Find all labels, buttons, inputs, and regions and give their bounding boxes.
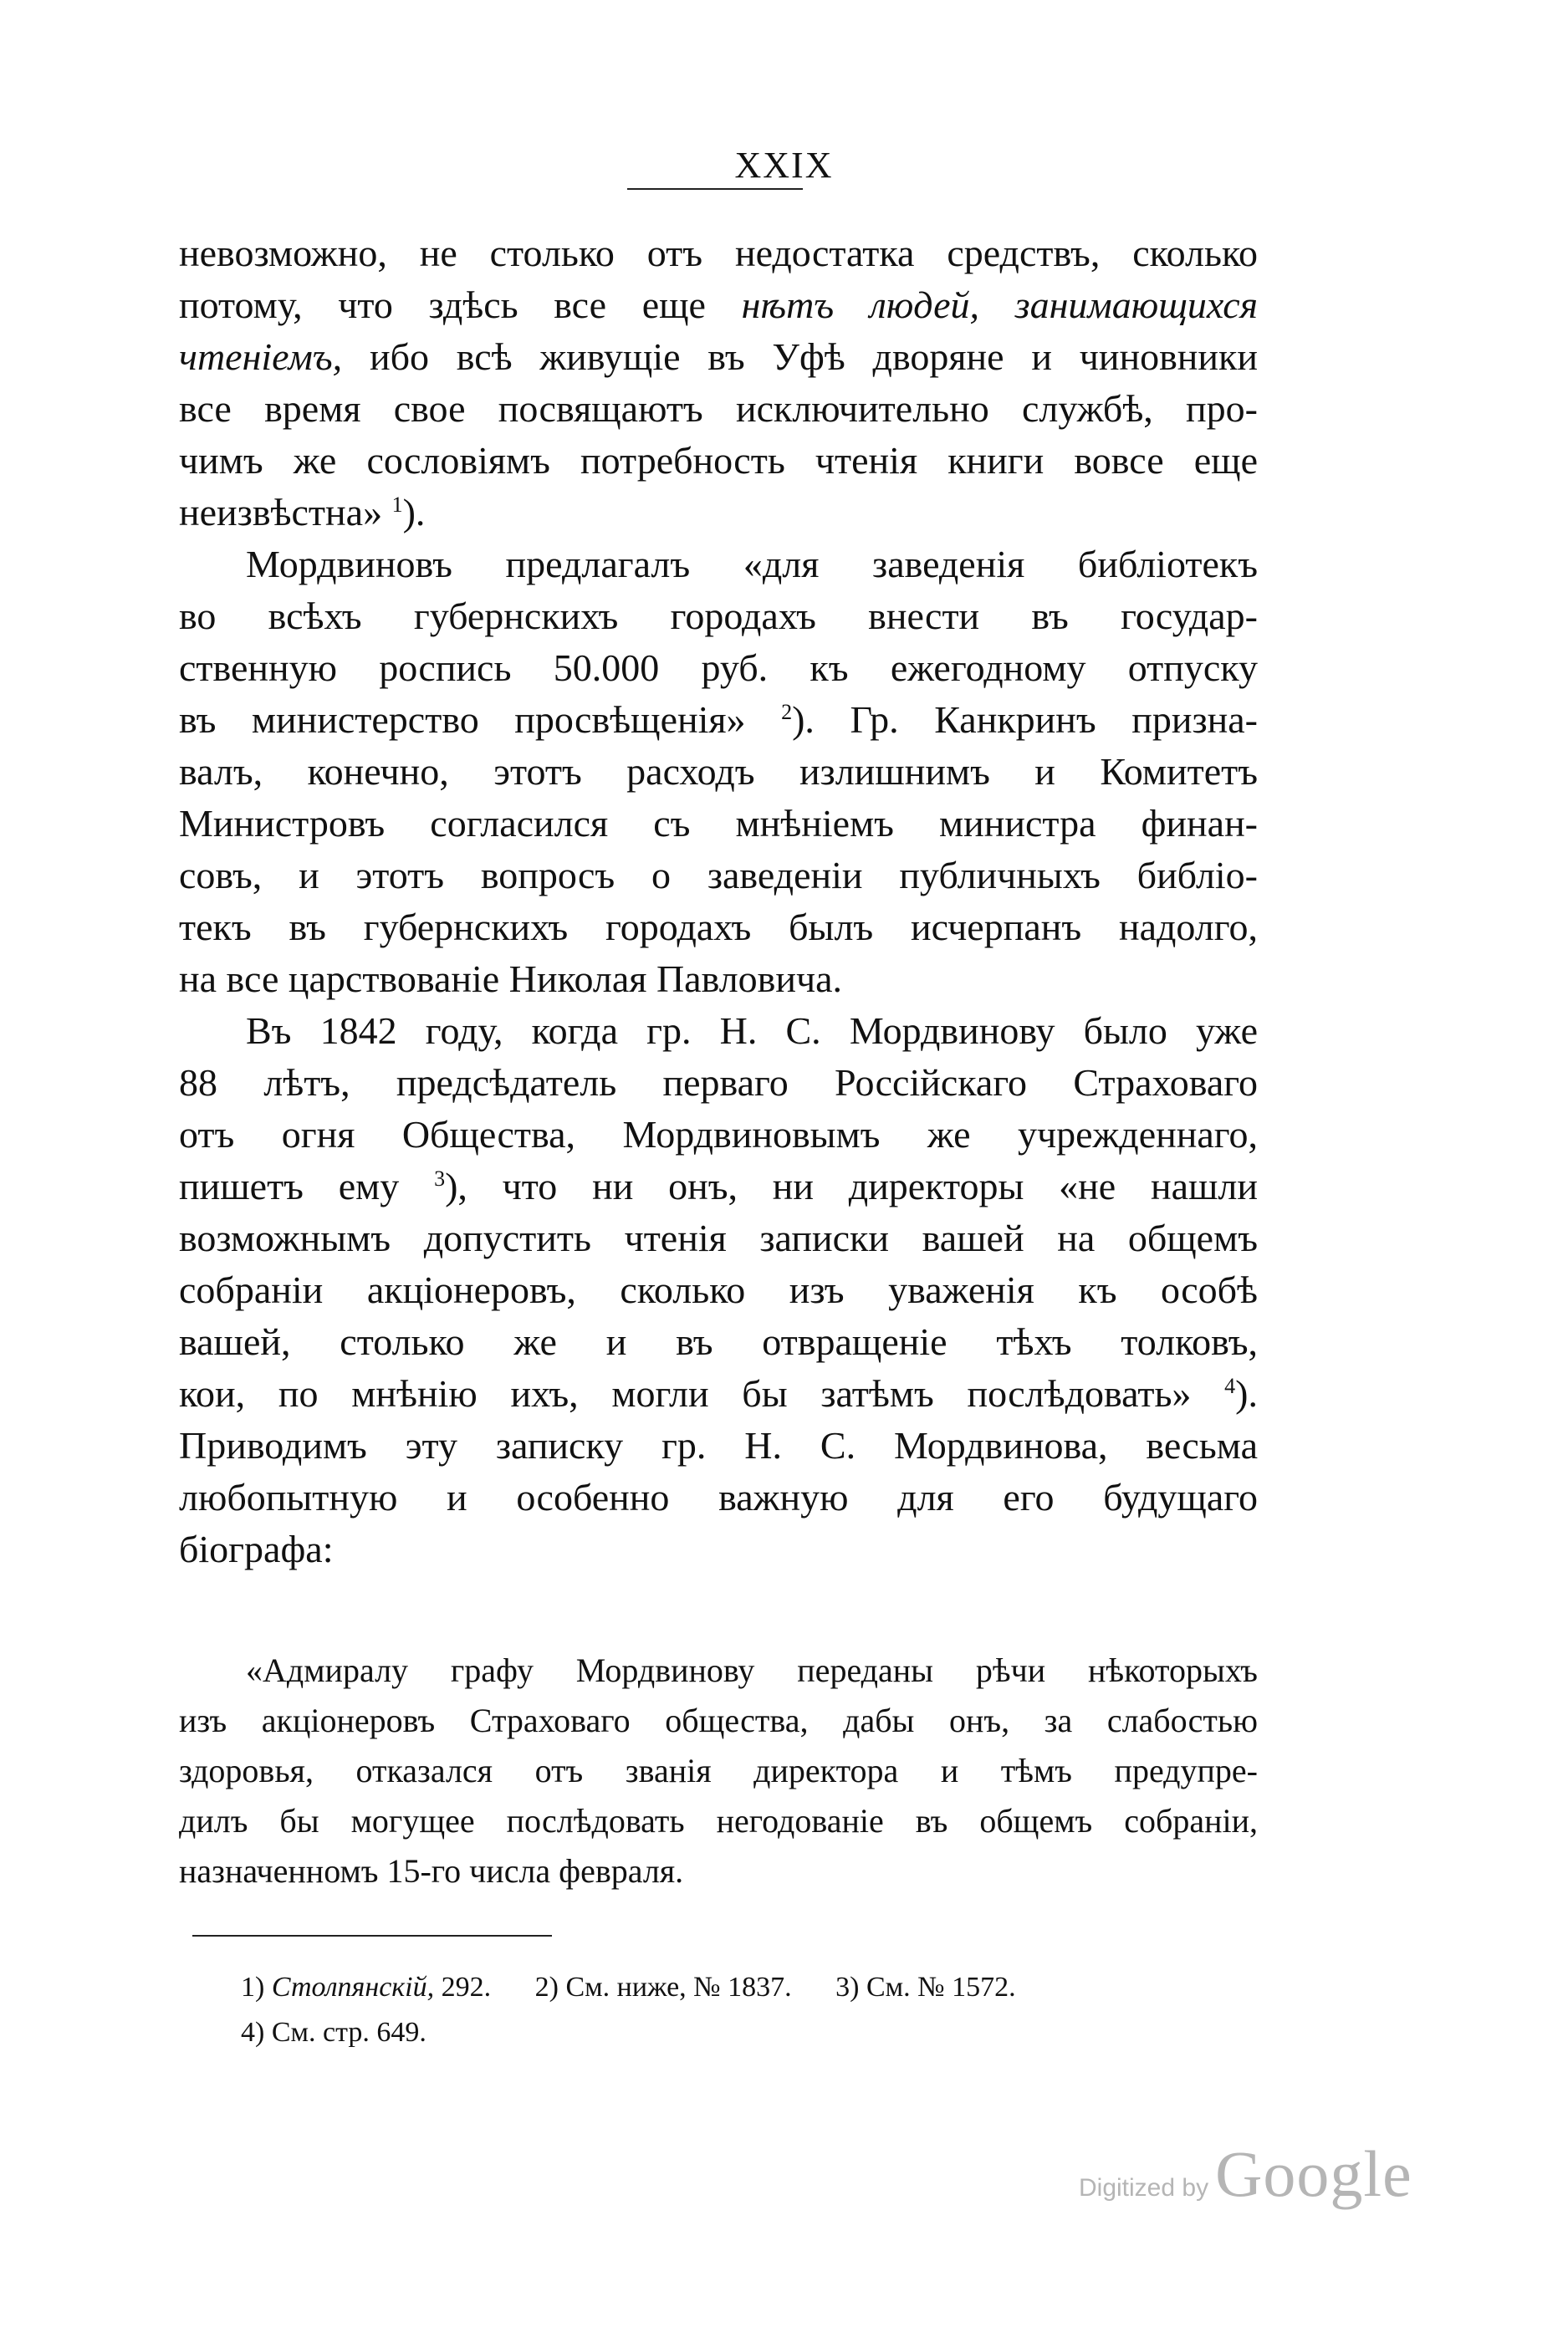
text-line: біографа: [179, 1528, 334, 1570]
footnote-ref: 2 [781, 700, 793, 724]
footnote-ref: 1 [391, 493, 403, 517]
paragraph-start: Въ 1842 году, когда гр. Н. С. Мордвинову было уже [246, 1009, 1258, 1052]
text-line: невозможно, не столько отъ недостатка средствъ, сколько [179, 232, 1258, 274]
text-line: возможнымъ допустить чтенія записки вашей на общемъ [179, 1217, 1258, 1259]
footnote-3: 3) См. № 1572. [835, 1972, 1016, 2003]
text-line: Приводимъ эту записку гр. Н. С. Мордвинова, весьма [179, 1424, 1258, 1467]
digitized-watermark [1079, 2136, 1412, 2212]
footnote-4: 4) См. стр. 649. [241, 2017, 426, 2048]
quoted-note [179, 1646, 1258, 1896]
quote-line: дилъ бы могущее послѣдовать негодованіе въ общемъ собраніи, [179, 1802, 1258, 1840]
quote-line: «Адмиралу графу Мордвинову переданы рѣчи нѣкоторыхъ [246, 1651, 1258, 1689]
text-line: текъ въ губернскихъ городахъ былъ исчерпанъ надолго, [179, 906, 1258, 948]
footnote-separator [192, 1935, 552, 1937]
text-line: во всѣхъ губернскихъ городахъ внести въ государ- [179, 595, 1258, 637]
text-line: все время свое посвящаютъ исключительно службѣ, про- [179, 387, 1258, 430]
body-text [179, 227, 1258, 1575]
text-line: отъ огня Общества, Мордвиновымъ же учрежденнаго, [179, 1113, 1258, 1156]
text-line: на все царствованіе Николая Павловича. [179, 957, 843, 1000]
text-line: неизвѣстна» $^1$). [179, 491, 426, 533]
footnotes [241, 1965, 1244, 2055]
footnote-1: 1) Столпянскій, 292. [241, 1972, 492, 2003]
footnote-row [241, 2010, 1244, 2055]
text-line: собраніи акціонеровъ, сколько изъ уваженія къ особѣ [179, 1268, 1258, 1311]
text-line: пишетъ ему $^3$), что ни онъ, ни директоры «не нашли [179, 1165, 1258, 1207]
google-logo: Google [1215, 2137, 1412, 2210]
text-line: чимъ же сословіямъ потребность чтенія книги вовсе еще [179, 439, 1258, 482]
text-line: въ министерство просвѣщенія» $^2$). Гр. Канкринъ призна- [179, 698, 1258, 741]
quote-line: здоровья, отказался отъ званія директора и тѣмъ предупре- [179, 1752, 1258, 1789]
footnote-2: 2) См. ниже, № 1837. [534, 1972, 792, 2003]
text-line: любопытную и особенно важную для его будущаго [179, 1476, 1258, 1519]
text-line: чтеніемъ, ибо всѣ живущіе въ Уфѣ дворяне и чиновники [179, 335, 1258, 378]
text-line: валъ, конечно, этотъ расходъ излишнимъ и Комитетъ [179, 750, 1258, 793]
page-number-rule [627, 188, 803, 190]
footnote-ref: 4 [1224, 1374, 1236, 1398]
text-line: 88 лѣтъ, предсѣдатель перваго Россійскаго Страховаго [179, 1061, 1258, 1104]
paragraph-start: Мордвиновъ предлагалъ «для заведенія библіотекъ [246, 543, 1258, 585]
quote-line: изъ акціонеровъ Страховаго общества, дабы онъ, за слабостью [179, 1702, 1258, 1739]
text-line: ственную роспись 50.000 руб. къ ежегодному отпуску [179, 646, 1258, 689]
quote-line: назначенномъ 15-го числа февраля. [179, 1852, 684, 1890]
page-number: XXIX [734, 145, 834, 186]
text-line: вашей, столько же и въ отвращеніе тѣхъ толковъ, [179, 1320, 1258, 1363]
footnote-row [241, 1965, 1244, 2010]
text-line: совъ, и этотъ вопросъ о заведеніи публичныхъ библіо- [179, 854, 1258, 896]
text-line: потому, что здѣсь все еще нѣтъ людей, занимающихся [179, 283, 1258, 326]
text-line: Министровъ согласился съ мнѣніемъ министра финан- [179, 802, 1258, 845]
watermark-caption: Digitized by [1079, 2174, 1209, 2202]
text-line: кои, по мнѣнію ихъ, могли бы затѣмъ послѣдовать» $^4$). [179, 1372, 1258, 1415]
footnote-ref: 3 [434, 1166, 446, 1191]
